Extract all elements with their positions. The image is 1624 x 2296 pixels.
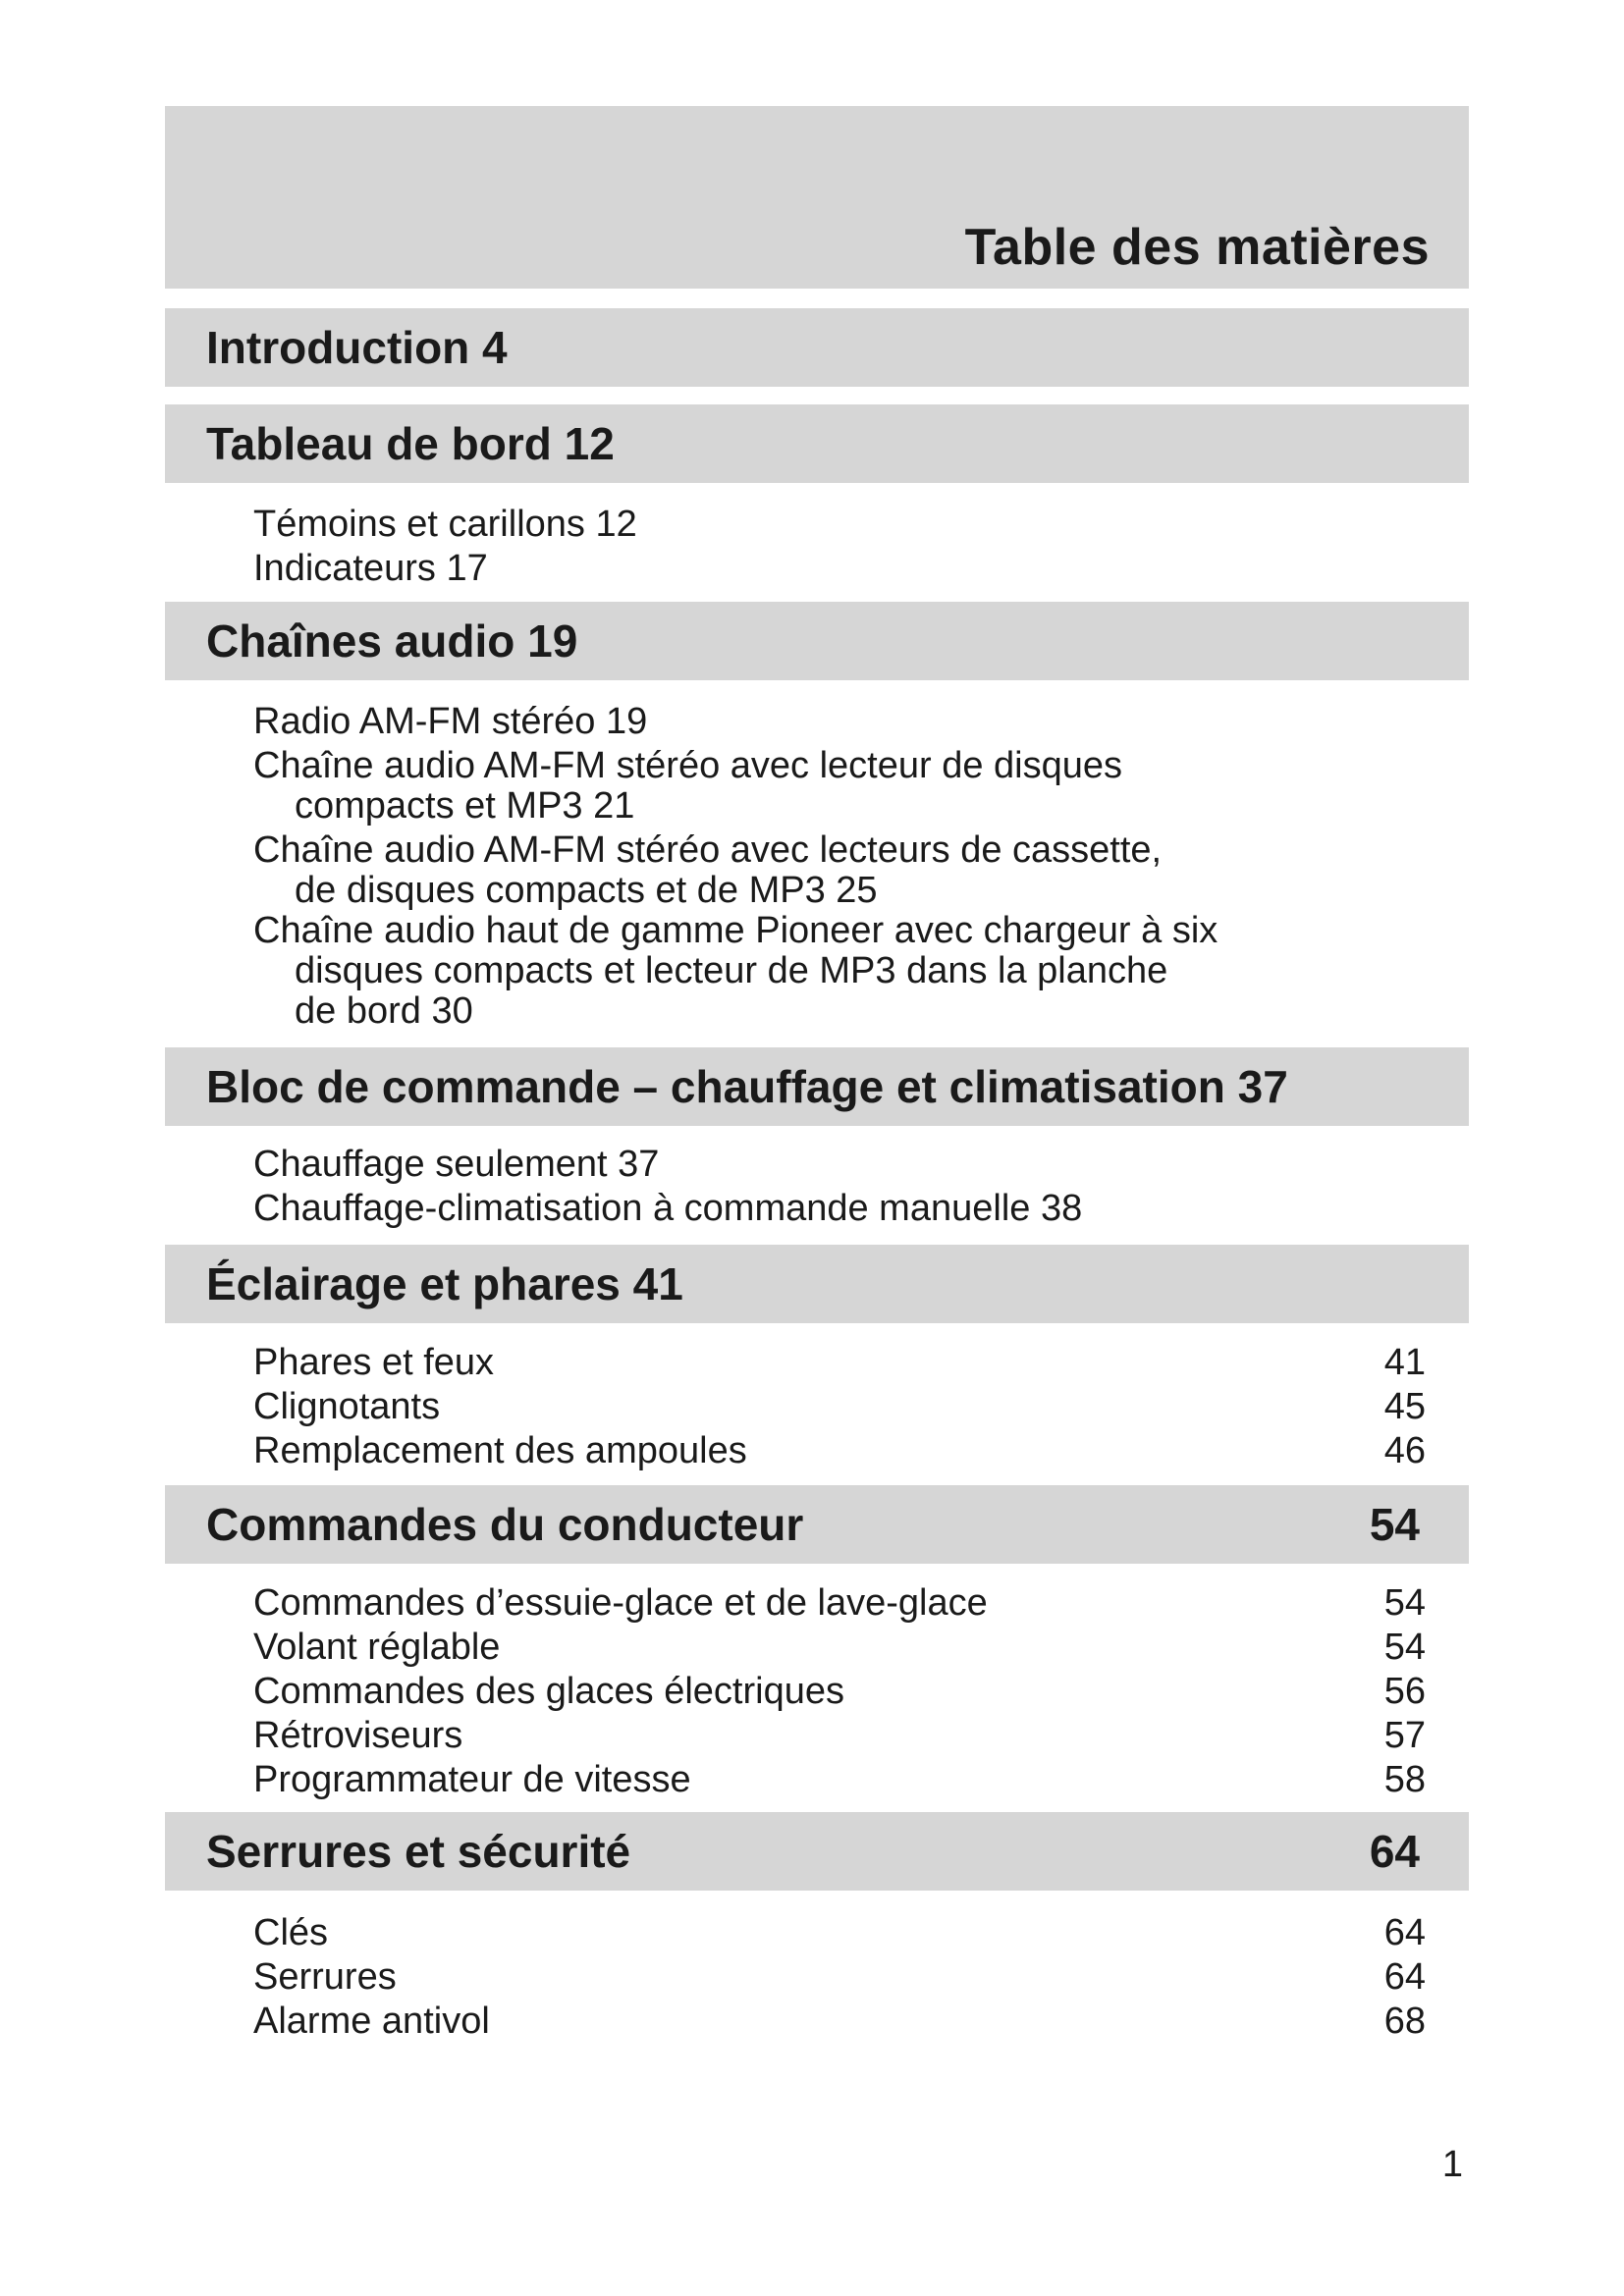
section-commandes-du-conducteur[interactable] bbox=[165, 1485, 1469, 1564]
toc-entry[interactable]: Chauffage-climatisation à commande manuelle 38 bbox=[253, 1188, 1083, 1229]
entry-page: 41 bbox=[1383, 1342, 1426, 1383]
entry-page: 56 bbox=[1383, 1671, 1426, 1712]
entry-line: Chaîne audio haut de gamme Pioneer avec chargeur à six bbox=[253, 910, 1218, 951]
toc-entry[interactable]: Phares et feux bbox=[253, 1342, 495, 1383]
entry-line: Chaîne audio AM-FM stéréo avec lecteur de disques bbox=[253, 745, 1123, 786]
entry-line: Radio AM-FM stéréo 19 bbox=[253, 701, 648, 742]
toc-entry[interactable]: Chauffage seulement 37 bbox=[253, 1144, 660, 1185]
section-title: Éclairage et phares 41 bbox=[206, 1258, 683, 1309]
section-title: Introduction 4 bbox=[206, 322, 508, 373]
entry-page: 57 bbox=[1383, 1715, 1426, 1756]
page-title: Table des matières bbox=[964, 219, 1430, 276]
toc-entry[interactable] bbox=[253, 830, 1162, 911]
entry-page: 54 bbox=[1383, 1582, 1426, 1624]
title-band bbox=[165, 106, 1469, 289]
toc-entry[interactable]: Programmateur de vitesse bbox=[253, 1759, 691, 1800]
entry-page: 68 bbox=[1383, 2001, 1426, 2042]
toc-entry[interactable] bbox=[253, 746, 1122, 827]
entry-line: de bord 30 bbox=[295, 990, 473, 1032]
section-page: 54 bbox=[1369, 1499, 1420, 1550]
toc-entry[interactable]: Remplacement des ampoules bbox=[253, 1430, 747, 1471]
entry-line: Chaîne audio AM-FM stéréo avec lecteurs de cassette, bbox=[253, 829, 1163, 871]
toc-entry[interactable]: Alarme antivol bbox=[253, 2001, 490, 2042]
section-title: Bloc de commande – chauffage et climatisation 37 bbox=[206, 1061, 1288, 1112]
entry-line: de disques compacts et de MP3 25 bbox=[295, 870, 878, 911]
entry-page: 45 bbox=[1383, 1386, 1426, 1427]
entry-page: 58 bbox=[1383, 1759, 1426, 1800]
entry-page: 54 bbox=[1383, 1627, 1426, 1668]
section-chaines-audio[interactable] bbox=[165, 602, 1469, 680]
entry-page: 46 bbox=[1383, 1430, 1426, 1471]
section-bloc-de-commande[interactable] bbox=[165, 1047, 1469, 1126]
entry-line: disques compacts et lecteur de MP3 dans la planche bbox=[295, 950, 1168, 991]
toc-entry[interactable]: Clés bbox=[253, 1912, 329, 1953]
section-title: Chaînes audio 19 bbox=[206, 615, 578, 667]
toc-entry[interactable] bbox=[253, 911, 1218, 1032]
section-title: Commandes du conducteur bbox=[206, 1499, 804, 1550]
section-title: Tableau de bord 12 bbox=[206, 418, 615, 469]
entry-page: 64 bbox=[1383, 1912, 1426, 1953]
toc-entry[interactable]: Témoins et carillons 12 bbox=[253, 504, 637, 545]
toc-entry[interactable]: Commandes d’essuie-glace et de lave-glace bbox=[253, 1582, 988, 1624]
section-eclairage-et-phares[interactable] bbox=[165, 1245, 1469, 1323]
section-serrures-et-securite[interactable] bbox=[165, 1812, 1469, 1891]
toc-entry[interactable] bbox=[253, 702, 647, 742]
toc-entry[interactable]: Rétroviseurs bbox=[253, 1715, 463, 1756]
section-title: Serrures et sécurité bbox=[206, 1826, 631, 1877]
entry-line: compacts et MP3 21 bbox=[295, 785, 635, 827]
toc-entry[interactable]: Indicateurs 17 bbox=[253, 548, 488, 589]
section-page: 64 bbox=[1369, 1826, 1420, 1877]
page-number: 1 bbox=[1441, 2144, 1463, 2185]
entry-page: 64 bbox=[1383, 1956, 1426, 1998]
toc-entry[interactable]: Volant réglable bbox=[253, 1627, 501, 1668]
toc-entry[interactable]: Clignotants bbox=[253, 1386, 441, 1427]
section-introduction[interactable] bbox=[165, 308, 1469, 387]
toc-entry[interactable]: Serrures bbox=[253, 1956, 397, 1998]
toc-entry[interactable]: Commandes des glaces électriques bbox=[253, 1671, 844, 1712]
section-tableau-de-bord[interactable] bbox=[165, 404, 1469, 483]
